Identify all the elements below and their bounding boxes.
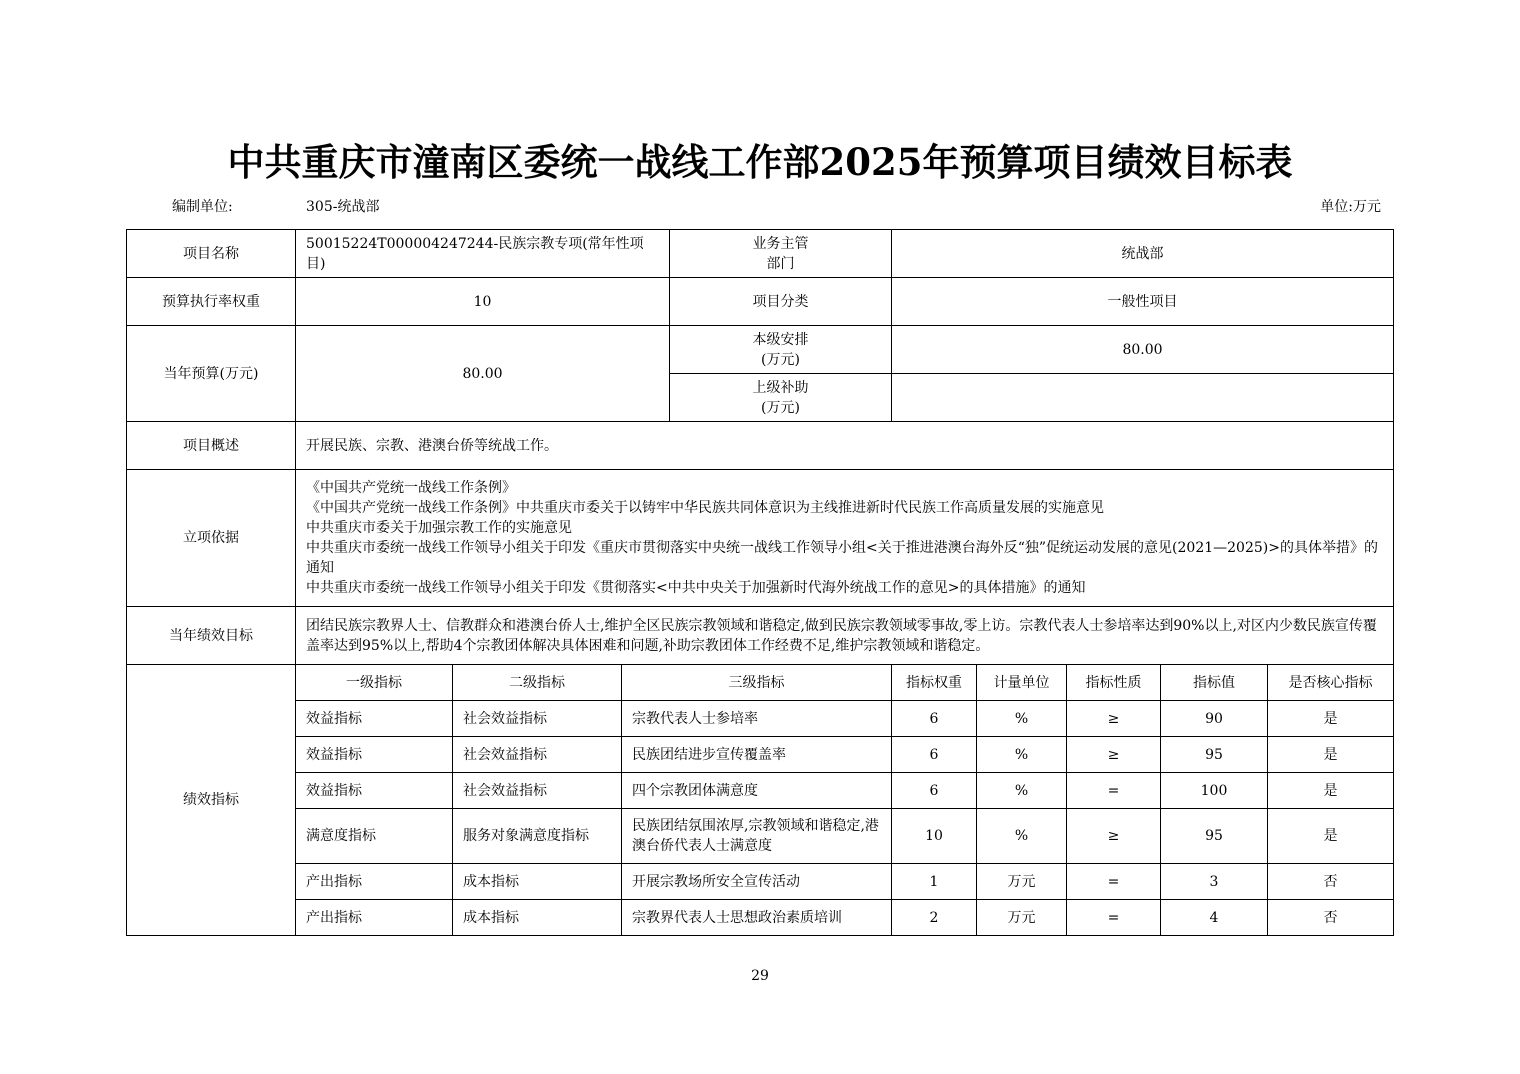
weight-label: 预算执行率权重 bbox=[127, 278, 296, 326]
header-l3: 三级指标 bbox=[622, 665, 892, 701]
indicator-l3: 民族团结进步宣传覆盖率 bbox=[622, 737, 892, 773]
basis-value bbox=[296, 470, 1394, 607]
indicator-nature: = bbox=[1067, 864, 1161, 900]
indicator-l2: 社会效益指标 bbox=[453, 737, 622, 773]
indicator-l2: 成本指标 bbox=[453, 864, 622, 900]
indicator-unit: % bbox=[977, 701, 1067, 737]
budget-value: 80.00 bbox=[296, 326, 670, 422]
goal-label: 当年绩效目标 bbox=[127, 607, 296, 665]
row-goal bbox=[127, 607, 1394, 665]
table-row bbox=[127, 864, 1394, 900]
indicator-l1: 效益指标 bbox=[296, 737, 453, 773]
local-value: 80.00 bbox=[892, 326, 1394, 374]
header-unit: 计量单位 bbox=[977, 665, 1067, 701]
page-number: 29 bbox=[751, 968, 769, 984]
budget-label: 当年预算(万元) bbox=[127, 326, 296, 422]
indicator-weight: 6 bbox=[892, 701, 977, 737]
project-name-label: 项目名称 bbox=[127, 230, 296, 278]
indicator-value: 95 bbox=[1161, 737, 1268, 773]
currency-unit: 单位:万元 bbox=[1320, 199, 1381, 215]
indicator-nature: ≥ bbox=[1067, 701, 1161, 737]
indicator-l2: 服务对象满意度指标 bbox=[453, 809, 622, 864]
indicator-unit: % bbox=[977, 737, 1067, 773]
indicator-unit: 万元 bbox=[977, 900, 1067, 936]
indicator-nature: = bbox=[1067, 900, 1161, 936]
overview-value: 开展民族、宗教、港澳台侨等统战工作。 bbox=[296, 422, 1394, 470]
overview-label: 项目概述 bbox=[127, 422, 296, 470]
indicator-l1: 效益指标 bbox=[296, 701, 453, 737]
indicator-nature: = bbox=[1067, 773, 1161, 809]
row-overview bbox=[127, 422, 1394, 470]
indicator-value: 3 bbox=[1161, 864, 1268, 900]
basis-label: 立项依据 bbox=[127, 470, 296, 607]
goal-value: 团结民族宗教界人士、信教群众和港澳台侨人士,维护全区民族宗教领域和谐稳定,做到民族宗教领域零事故,零上访。宗教代表人士参培率达到90%以上,对区内少数民族宣传覆盖率达到95%以上,帮助4个宗教团体解决具体困难和问题,补助宗教团体工作经费不足,维护宗教领域和谐稳定。 bbox=[296, 607, 1394, 665]
compile-unit-label: 编制单位: bbox=[172, 199, 233, 215]
indicator-l2: 社会效益指标 bbox=[453, 701, 622, 737]
basis-line: 《中国共产党统一战线工作条例》中共重庆市委关于以铸牢中华民族共同体意识为主线推进新时代民族工作高质量发展的实施意见 bbox=[306, 500, 1104, 516]
compile-unit-value: 305-统战部 bbox=[306, 199, 380, 215]
basis-line: 中共重庆市委统一战线工作领导小组关于印发《贯彻落实<中共中央关于加强新时代海外统战工作的意见>的具体措施》的通知 bbox=[306, 580, 1086, 596]
project-name-value: 50015224T000004247244-民族宗教专项(常年性项目) bbox=[296, 230, 670, 278]
table-row bbox=[127, 809, 1394, 864]
header-l2: 二级指标 bbox=[453, 665, 622, 701]
performance-table bbox=[126, 229, 1394, 936]
indicator-l3: 宗教界代表人士思想政治素质培训 bbox=[622, 900, 892, 936]
indicator-core: 是 bbox=[1268, 737, 1394, 773]
indicator-core: 是 bbox=[1268, 809, 1394, 864]
row-budget-local bbox=[127, 326, 1394, 374]
category-value: 一般性项目 bbox=[892, 278, 1394, 326]
row-basis bbox=[127, 470, 1394, 607]
indicator-core: 是 bbox=[1268, 773, 1394, 809]
upper-value bbox=[892, 374, 1394, 422]
indicator-l2: 成本指标 bbox=[453, 900, 622, 936]
indicator-header-row bbox=[127, 665, 1394, 701]
indicator-label: 绩效指标 bbox=[127, 665, 296, 936]
category-label: 项目分类 bbox=[670, 278, 892, 326]
indicator-l1: 产出指标 bbox=[296, 900, 453, 936]
indicator-l1: 产出指标 bbox=[296, 864, 453, 900]
weight-value: 10 bbox=[296, 278, 670, 326]
indicator-l1: 满意度指标 bbox=[296, 809, 453, 864]
indicator-value: 95 bbox=[1161, 809, 1268, 864]
indicator-l3: 四个宗教团体满意度 bbox=[622, 773, 892, 809]
table-row bbox=[127, 773, 1394, 809]
header-nature: 指标性质 bbox=[1067, 665, 1161, 701]
indicator-unit: % bbox=[977, 809, 1067, 864]
local-label: 本级安排(万元) bbox=[670, 326, 892, 374]
indicator-nature: ≥ bbox=[1067, 737, 1161, 773]
indicator-l1: 效益指标 bbox=[296, 773, 453, 809]
indicator-l3: 宗教代表人士参培率 bbox=[622, 701, 892, 737]
page-title: 中共重庆市潼南区委统一战线工作部2025年预算项目绩效目标表 bbox=[227, 140, 1293, 184]
indicator-value: 90 bbox=[1161, 701, 1268, 737]
indicator-l2: 社会效益指标 bbox=[453, 773, 622, 809]
indicator-unit: 万元 bbox=[977, 864, 1067, 900]
basis-line: 中共重庆市委统一战线工作领导小组关于印发《重庆市贯彻落实中央统一战线工作领导小组<关于推进港澳台海外反“独”促统运动发展的意见(2021—2025)>的具体举措》的通知 bbox=[306, 540, 1378, 576]
indicator-weight: 6 bbox=[892, 773, 977, 809]
table-row bbox=[127, 900, 1394, 936]
indicator-unit: % bbox=[977, 773, 1067, 809]
indicator-value: 4 bbox=[1161, 900, 1268, 936]
dept-value: 统战部 bbox=[892, 230, 1394, 278]
header-weight: 指标权重 bbox=[892, 665, 977, 701]
table-row bbox=[127, 701, 1394, 737]
upper-label: 上级补助(万元) bbox=[670, 374, 892, 422]
indicator-core: 是 bbox=[1268, 701, 1394, 737]
header-l1: 一级指标 bbox=[296, 665, 453, 701]
indicator-weight: 2 bbox=[892, 900, 977, 936]
row-project-name bbox=[127, 230, 1394, 278]
header-core: 是否核心指标 bbox=[1268, 665, 1394, 701]
row-weight bbox=[127, 278, 1394, 326]
indicator-core: 否 bbox=[1268, 900, 1394, 936]
basis-line: 中共重庆市委关于加强宗教工作的实施意见 bbox=[306, 520, 572, 536]
indicator-l3: 民族团结氛围浓厚,宗教领域和谐稳定,港澳台侨代表人士满意度 bbox=[622, 809, 892, 864]
header-value: 指标值 bbox=[1161, 665, 1268, 701]
basis-line: 《中国共产党统一战线工作条例》 bbox=[306, 480, 516, 496]
indicator-value: 100 bbox=[1161, 773, 1268, 809]
indicator-weight: 1 bbox=[892, 864, 977, 900]
indicator-nature: ≥ bbox=[1067, 809, 1161, 864]
indicator-weight: 10 bbox=[892, 809, 977, 864]
dept-label: 业务主管部门 bbox=[670, 230, 892, 278]
indicator-l3: 开展宗教场所安全宣传活动 bbox=[622, 864, 892, 900]
indicator-core: 否 bbox=[1268, 864, 1394, 900]
table-row bbox=[127, 737, 1394, 773]
indicator-weight: 6 bbox=[892, 737, 977, 773]
